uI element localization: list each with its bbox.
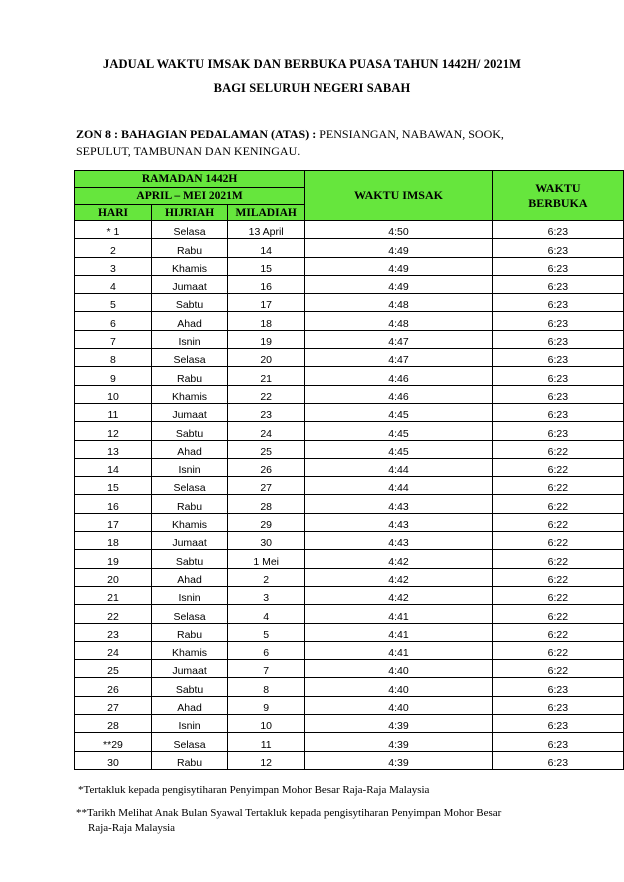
cell-imsak: 4:41 [305, 605, 493, 623]
cell-miladiah: 14 [228, 239, 305, 257]
cell-hijriah: Isnin [151, 458, 227, 476]
cell-miladiah: 24 [228, 422, 305, 440]
cell-berbuka: 6:22 [492, 641, 623, 659]
cell-miladiah: 1 Mei [228, 550, 305, 568]
cell-hijriah: Rabu [151, 751, 227, 769]
cell-hari: 28 [75, 715, 152, 733]
cell-berbuka: 6:22 [492, 550, 623, 568]
cell-hari: 2 [75, 239, 152, 257]
cell-hari: 8 [75, 349, 152, 367]
cell-hijriah: Jumaat [151, 403, 227, 421]
cell-imsak: 4:44 [305, 458, 493, 476]
footnote-2 [76, 806, 546, 836]
cell-imsak: 4:41 [305, 623, 493, 641]
cell-hijriah: Rabu [151, 623, 227, 641]
table-row [75, 275, 624, 293]
cell-hari: 12 [75, 422, 152, 440]
table-row [75, 568, 624, 586]
cell-imsak: 4:40 [305, 678, 493, 696]
cell-miladiah: 12 [228, 751, 305, 769]
header-hijriah: HIJRIAH [151, 205, 227, 221]
cell-hari: 26 [75, 678, 152, 696]
cell-hari: 24 [75, 641, 152, 659]
cell-berbuka: 6:23 [492, 403, 623, 421]
cell-miladiah: 30 [228, 532, 305, 550]
cell-hijriah: Selasa [151, 221, 227, 239]
cell-hari: **29 [75, 733, 152, 751]
header-miladiah: MILADIAH [228, 205, 305, 221]
table-row [75, 403, 624, 421]
cell-berbuka: 6:23 [492, 696, 623, 714]
cell-miladiah: 16 [228, 275, 305, 293]
cell-imsak: 4:46 [305, 367, 493, 385]
cell-miladiah: 8 [228, 678, 305, 696]
cell-imsak: 4:41 [305, 641, 493, 659]
footnote-2-line2: Raja-Raja Malaysia [88, 822, 176, 834]
cell-imsak: 4:40 [305, 660, 493, 678]
zone-areas: PENSIANGAN, NABAWAN, SOOK, SEPULUT, TAMBUNAN DAN KENINGAU. [76, 127, 504, 158]
cell-hari: 25 [75, 660, 152, 678]
cell-imsak: 4:48 [305, 294, 493, 312]
cell-miladiah: 20 [228, 349, 305, 367]
cell-berbuka: 6:22 [492, 623, 623, 641]
cell-hari: 15 [75, 477, 152, 495]
cell-berbuka: 6:22 [492, 495, 623, 513]
table-row [75, 477, 624, 495]
cell-berbuka: 6:22 [492, 477, 623, 495]
table-row [75, 733, 624, 751]
cell-imsak: 4:43 [305, 495, 493, 513]
cell-miladiah: 23 [228, 403, 305, 421]
cell-hijriah: Selasa [151, 477, 227, 495]
cell-hijriah: Khamis [151, 513, 227, 531]
document-subtitle: BAGI SELURUH NEGERI SABAH [213, 81, 411, 95]
table-row [75, 605, 624, 623]
cell-hijriah: Selasa [151, 349, 227, 367]
cell-berbuka: 6:23 [492, 221, 623, 239]
cell-hijriah: Rabu [151, 239, 227, 257]
cell-berbuka: 6:23 [492, 330, 623, 348]
cell-hijriah: Ahad [151, 440, 227, 458]
cell-imsak: 4:49 [305, 275, 493, 293]
cell-miladiah: 9 [228, 696, 305, 714]
cell-imsak: 4:45 [305, 440, 493, 458]
cell-miladiah: 21 [228, 367, 305, 385]
cell-miladiah: 25 [228, 440, 305, 458]
cell-berbuka: 6:22 [492, 513, 623, 531]
cell-berbuka: 6:22 [492, 605, 623, 623]
table-row [75, 422, 624, 440]
header-imsak: WAKTU IMSAK [305, 171, 493, 221]
cell-imsak: 4:45 [305, 403, 493, 421]
cell-hijriah: Khamis [151, 641, 227, 659]
table-row [75, 660, 624, 678]
cell-berbuka: 6:22 [492, 532, 623, 550]
cell-imsak: 4:48 [305, 312, 493, 330]
cell-berbuka: 6:23 [492, 422, 623, 440]
cell-miladiah: 26 [228, 458, 305, 476]
cell-imsak: 4:39 [305, 733, 493, 751]
cell-hari: 11 [75, 403, 152, 421]
cell-hari: 21 [75, 586, 152, 604]
table-row [75, 349, 624, 367]
cell-berbuka: 6:23 [492, 733, 623, 751]
cell-hijriah: Isnin [151, 586, 227, 604]
cell-miladiah: 18 [228, 312, 305, 330]
cell-hari: 4 [75, 275, 152, 293]
cell-hijriah: Sabtu [151, 294, 227, 312]
cell-hari: 22 [75, 605, 152, 623]
cell-hijriah: Selasa [151, 605, 227, 623]
cell-hari: * 1 [75, 221, 152, 239]
header-month: APRIL – MEI 2021M [75, 188, 305, 205]
table-row [75, 458, 624, 476]
table-row [75, 440, 624, 458]
cell-hari: 9 [75, 367, 152, 385]
cell-miladiah: 22 [228, 385, 305, 403]
cell-miladiah: 6 [228, 641, 305, 659]
cell-imsak: 4:44 [305, 477, 493, 495]
cell-hari: 16 [75, 495, 152, 513]
cell-hijriah: Isnin [151, 715, 227, 733]
cell-hijriah: Rabu [151, 495, 227, 513]
cell-imsak: 4:45 [305, 422, 493, 440]
cell-imsak: 4:42 [305, 586, 493, 604]
footnote-1: *Tertakluk kepada pengisytiharan Penyimpan Mohor Besar Raja-Raja Malaysia [78, 784, 430, 796]
cell-miladiah: 15 [228, 257, 305, 275]
cell-hijriah: Ahad [151, 312, 227, 330]
cell-imsak: 4:42 [305, 568, 493, 586]
cell-miladiah: 19 [228, 330, 305, 348]
cell-hari: 10 [75, 385, 152, 403]
header-hari: HARI [75, 205, 152, 221]
header-berbuka-line2: BERBUKA [528, 195, 588, 210]
table-row [75, 239, 624, 257]
cell-imsak: 4:47 [305, 349, 493, 367]
cell-imsak: 4:39 [305, 715, 493, 733]
cell-hijriah: Khamis [151, 385, 227, 403]
schedule-body [75, 221, 624, 770]
cell-berbuka: 6:23 [492, 275, 623, 293]
cell-hari: 3 [75, 257, 152, 275]
cell-berbuka: 6:23 [492, 257, 623, 275]
cell-hari: 20 [75, 568, 152, 586]
cell-hijriah: Jumaat [151, 660, 227, 678]
table-row [75, 696, 624, 714]
cell-hijriah: Ahad [151, 568, 227, 586]
table-row [75, 623, 624, 641]
cell-imsak: 4:49 [305, 239, 493, 257]
cell-hijriah: Jumaat [151, 532, 227, 550]
table-row [75, 678, 624, 696]
cell-miladiah: 2 [228, 568, 305, 586]
table-row [75, 586, 624, 604]
zone-label: ZON 8 : BAHAGIAN PEDALAMAN (ATAS) : [76, 127, 317, 141]
table-row [75, 257, 624, 275]
cell-berbuka: 6:22 [492, 458, 623, 476]
table-row [75, 367, 624, 385]
cell-hari: 30 [75, 751, 152, 769]
footnote-2-line1: **Tarikh Melihat Anak Bulan Syawal Tertakluk kepada pengisytiharan Penyimpan Mohor Besar [76, 807, 502, 819]
cell-berbuka: 6:23 [492, 715, 623, 733]
cell-miladiah: 4 [228, 605, 305, 623]
cell-imsak: 4:43 [305, 513, 493, 531]
table-row [75, 221, 624, 239]
document-title: JADUAL WAKTU IMSAK DAN BERBUKA PUASA TAHUN 1442H/ 2021M [102, 57, 522, 71]
table-row [75, 751, 624, 769]
schedule-table [74, 170, 624, 770]
cell-hari: 6 [75, 312, 152, 330]
cell-hari: 19 [75, 550, 152, 568]
header-berbuka-line1: WAKTU [535, 180, 581, 195]
table-row [75, 641, 624, 659]
table-row [75, 715, 624, 733]
cell-berbuka: 6:23 [492, 239, 623, 257]
cell-miladiah: 11 [228, 733, 305, 751]
cell-imsak: 4:43 [305, 532, 493, 550]
cell-hari: 14 [75, 458, 152, 476]
table-row [75, 312, 624, 330]
cell-berbuka: 6:23 [492, 294, 623, 312]
cell-berbuka: 6:23 [492, 678, 623, 696]
cell-hijriah: Ahad [151, 696, 227, 714]
table-row [75, 330, 624, 348]
cell-miladiah: 5 [228, 623, 305, 641]
table-row [75, 495, 624, 513]
cell-miladiah: 27 [228, 477, 305, 495]
cell-berbuka: 6:23 [492, 367, 623, 385]
cell-hari: 7 [75, 330, 152, 348]
cell-hijriah: Selasa [151, 733, 227, 751]
cell-imsak: 4:46 [305, 385, 493, 403]
cell-miladiah: 28 [228, 495, 305, 513]
cell-imsak: 4:39 [305, 751, 493, 769]
cell-imsak: 4:49 [305, 257, 493, 275]
cell-berbuka: 6:22 [492, 586, 623, 604]
cell-berbuka: 6:22 [492, 440, 623, 458]
cell-berbuka: 6:22 [492, 568, 623, 586]
cell-miladiah: 10 [228, 715, 305, 733]
header-ramadan: RAMADAN 1442H [75, 171, 305, 188]
table-row [75, 513, 624, 531]
header-berbuka [492, 171, 623, 221]
cell-berbuka: 6:23 [492, 751, 623, 769]
zone-description [76, 126, 546, 160]
table-row [75, 385, 624, 403]
cell-hari: 23 [75, 623, 152, 641]
cell-miladiah: 7 [228, 660, 305, 678]
cell-hari: 5 [75, 294, 152, 312]
cell-hijriah: Sabtu [151, 550, 227, 568]
cell-berbuka: 6:23 [492, 312, 623, 330]
cell-imsak: 4:50 [305, 221, 493, 239]
cell-hijriah: Rabu [151, 367, 227, 385]
cell-hari: 27 [75, 696, 152, 714]
cell-hijriah: Sabtu [151, 422, 227, 440]
cell-hijriah: Sabtu [151, 678, 227, 696]
table-row [75, 550, 624, 568]
cell-hijriah: Isnin [151, 330, 227, 348]
cell-hari: 18 [75, 532, 152, 550]
cell-miladiah: 17 [228, 294, 305, 312]
table-row [75, 532, 624, 550]
cell-miladiah: 13 April [228, 221, 305, 239]
cell-berbuka: 6:23 [492, 349, 623, 367]
cell-hari: 17 [75, 513, 152, 531]
cell-imsak: 4:42 [305, 550, 493, 568]
cell-imsak: 4:47 [305, 330, 493, 348]
cell-berbuka: 6:23 [492, 385, 623, 403]
cell-imsak: 4:40 [305, 696, 493, 714]
cell-berbuka: 6:22 [492, 660, 623, 678]
table-row [75, 294, 624, 312]
cell-hari: 13 [75, 440, 152, 458]
cell-hijriah: Khamis [151, 257, 227, 275]
cell-miladiah: 29 [228, 513, 305, 531]
cell-miladiah: 3 [228, 586, 305, 604]
cell-hijriah: Jumaat [151, 275, 227, 293]
